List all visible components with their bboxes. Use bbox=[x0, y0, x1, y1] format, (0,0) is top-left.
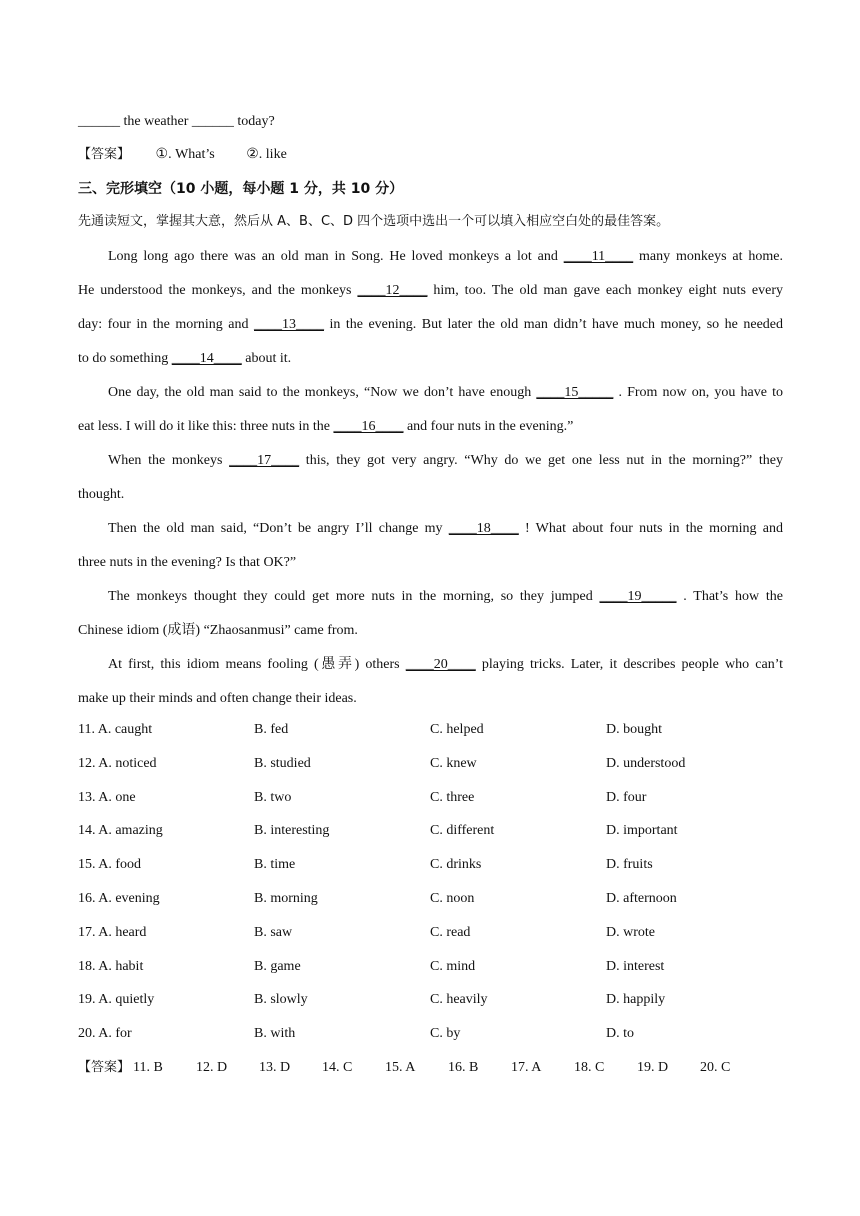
option-row bbox=[78, 958, 783, 976]
option-choice: 14. A. amazing bbox=[78, 823, 163, 839]
option-choice: C. by bbox=[430, 1026, 461, 1042]
blank-11: ____11____ bbox=[563, 249, 634, 264]
previous-answer-2: ②. like bbox=[246, 147, 287, 162]
option-choice: D. four bbox=[606, 789, 647, 805]
option-choice: C. mind bbox=[430, 958, 476, 974]
option-choice: B. with bbox=[254, 1026, 296, 1042]
option-choice: D. understood bbox=[606, 755, 686, 771]
passage-line: three nuts in the evening? Is that OK?” bbox=[78, 555, 297, 570]
option-choice: 15. A. food bbox=[78, 857, 141, 873]
option-row bbox=[78, 822, 783, 840]
option-choice: 18. A. habit bbox=[78, 958, 144, 974]
option-choice: C. knew bbox=[430, 755, 477, 771]
option-choice: D. wrote bbox=[606, 924, 655, 940]
option-row bbox=[78, 789, 783, 807]
passage-line: One day, the old man said to the monkeys, “Now we don’t have enough ____15_____ . From now on, you have to bbox=[108, 385, 783, 400]
option-choice: D. afternoon bbox=[606, 891, 677, 906]
option-choice: B. saw bbox=[254, 924, 293, 940]
previous-question-line: ______ the weather ______ today? bbox=[78, 114, 275, 129]
option-choice: B. time bbox=[254, 857, 296, 873]
option-choice: D. to bbox=[606, 1026, 634, 1042]
answer-tag: 【答案】 bbox=[78, 147, 131, 162]
answer-item: 14. C bbox=[322, 1060, 353, 1075]
option-choice: D. fruits bbox=[606, 857, 653, 873]
answer-item: 18. C bbox=[574, 1060, 605, 1075]
blank-15: ____15_____ bbox=[536, 385, 614, 400]
passage-line: Long long ago there was an old man in Song. He loved monkeys a lot and ____11____ many monkeys at home. bbox=[108, 249, 783, 264]
passage-line: When the monkeys ____17____ this, they got very angry. “Why do we get one less nut in the morning?” they bbox=[108, 453, 783, 468]
option-row bbox=[78, 991, 783, 1009]
answer-item: 16. B bbox=[448, 1060, 479, 1075]
answer-item: 17. A bbox=[511, 1060, 542, 1075]
option-row bbox=[78, 1025, 783, 1043]
option-choice: B. interesting bbox=[254, 823, 330, 839]
option-choice: B. slowly bbox=[254, 992, 308, 1008]
option-row bbox=[78, 856, 783, 874]
blank-13: ____13____ bbox=[254, 317, 324, 332]
option-choice: B. two bbox=[254, 789, 292, 805]
passage-line: He understood the monkeys, and the monkeys ____12____ him, too. The old man gave each monkey eight nuts every bbox=[78, 283, 783, 298]
answer-item: 12. D bbox=[196, 1060, 228, 1075]
option-choice: C. helped bbox=[430, 722, 484, 737]
option-choice: 16. A. evening bbox=[78, 891, 160, 906]
option-choice: B. fed bbox=[254, 722, 289, 737]
previous-answer-1: ①. What’s bbox=[155, 147, 215, 162]
option-choice: 17. A. heard bbox=[78, 924, 147, 940]
section-instruction: 先通读短文，掌握其大意，然后从 A、B、C、D 四个选项中选出一个可以填入相应空白处的最佳答案。 bbox=[78, 214, 670, 229]
blank-19: ____19_____ bbox=[599, 589, 677, 604]
passage-line: thought. bbox=[78, 487, 125, 502]
option-choice: C. different bbox=[430, 823, 495, 839]
option-choice: C. heavily bbox=[430, 992, 488, 1008]
option-row bbox=[78, 721, 783, 739]
passage-line: At first, this idiom means fooling (愚弄) others ____20____ playing tricks. Later, it describes people who can’t bbox=[108, 657, 783, 672]
blank-12: ____12____ bbox=[357, 283, 428, 298]
answer-tag: 【答案】 bbox=[78, 1060, 131, 1075]
option-choice: D. important bbox=[606, 823, 678, 839]
option-choice: D. bought bbox=[606, 722, 662, 737]
option-choice: 19. A. quietly bbox=[78, 992, 155, 1008]
option-choice: C. three bbox=[430, 789, 475, 805]
blank-20: ____20____ bbox=[405, 657, 476, 672]
option-choice: B. game bbox=[254, 958, 301, 974]
blank-14: ____14____ bbox=[171, 351, 242, 366]
option-choice: C. noon bbox=[430, 891, 475, 906]
option-choice: 11. A. caught bbox=[78, 722, 153, 737]
passage-line: Chinese idiom (成语) “Zhaosanmusi” came from. bbox=[78, 623, 358, 638]
passage-line: make up their minds and often change their ideas. bbox=[78, 691, 357, 706]
passage-line: day: four in the morning and ____13____ in the evening. But later the old man didn’t have much money, so he needed bbox=[78, 317, 783, 332]
option-choice: C. drinks bbox=[430, 857, 482, 873]
answer-item: 15. A bbox=[385, 1060, 416, 1075]
option-choice: D. interest bbox=[606, 958, 665, 974]
blank-16: ____16____ bbox=[333, 419, 404, 434]
passage-line: to do something ____14____ about it. bbox=[78, 351, 292, 366]
blank-17: ____17____ bbox=[229, 453, 300, 468]
option-row bbox=[78, 755, 783, 773]
option-choice: 12. A. noticed bbox=[78, 755, 157, 771]
option-choice: 20. A. for bbox=[78, 1026, 132, 1042]
answer-item: 20. C bbox=[700, 1060, 731, 1075]
answer-item: 11. B bbox=[133, 1060, 163, 1075]
option-choice: C. read bbox=[430, 924, 471, 940]
option-choice: B. morning bbox=[254, 891, 318, 906]
section-heading: 三、完形填空（10 小题，每小题 1 分，共 10 分） bbox=[78, 181, 404, 197]
passage-line: The monkeys thought they could get more nuts in the morning, so they jumped ____19_____ . That’s how the bbox=[108, 589, 783, 604]
answer-item: 19. D bbox=[637, 1060, 669, 1075]
previous-answer-row bbox=[78, 146, 287, 164]
answer-item: 13. D bbox=[259, 1060, 291, 1075]
cloze-passage bbox=[78, 240, 783, 716]
passage-line: Then the old man said, “Don’t be angry I’ll change my ____18____ ! What about four nuts in the morning and bbox=[108, 521, 784, 536]
passage-line: eat less. I will do it like this: three nuts in the ____16____ and four nuts in the evening.” bbox=[78, 419, 574, 434]
blank-18: ____18____ bbox=[448, 521, 519, 536]
option-choice: 13. A. one bbox=[78, 789, 136, 805]
option-choice: D. happily bbox=[606, 992, 666, 1008]
option-row bbox=[78, 924, 783, 942]
option-choice: B. studied bbox=[254, 755, 311, 771]
option-row bbox=[78, 890, 783, 908]
